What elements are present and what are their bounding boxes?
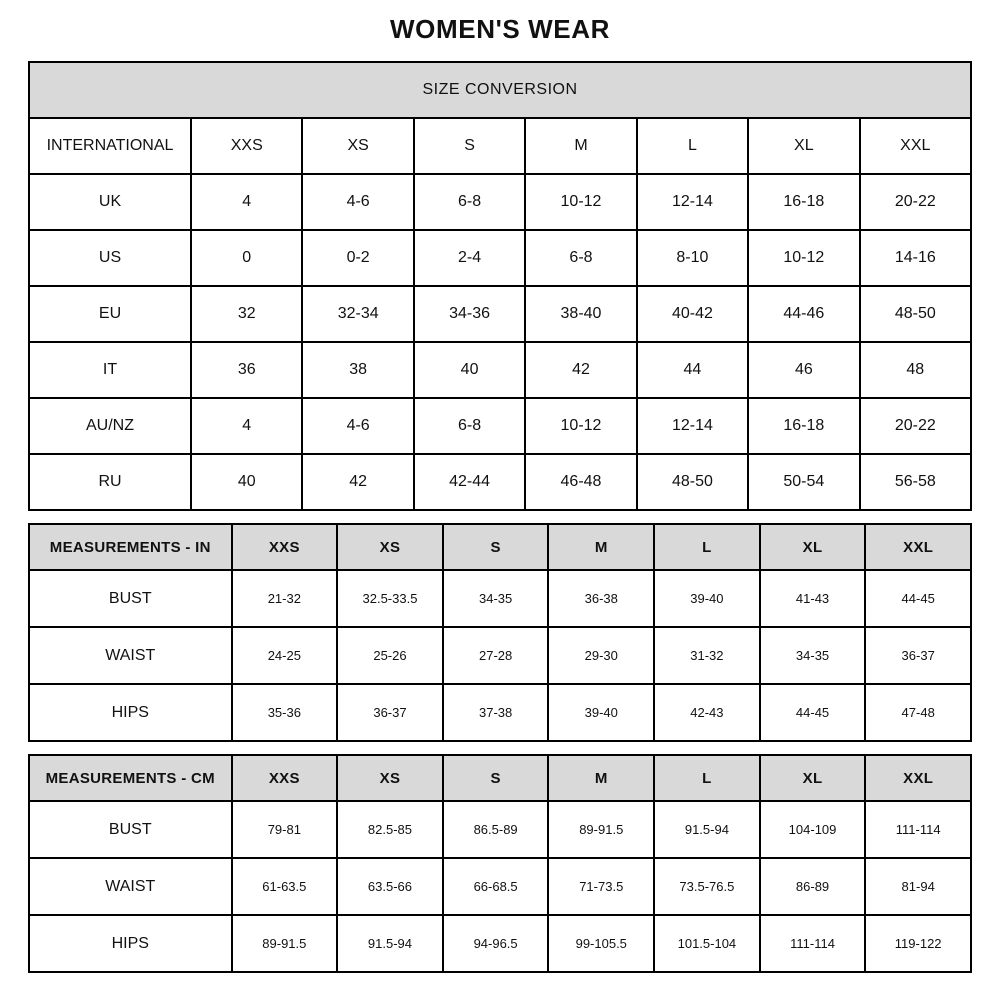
size-cell: 12-14: [637, 398, 748, 454]
measurement-cm-cell: 71-73.5: [548, 858, 654, 915]
size-cell: 42-44: [414, 454, 525, 510]
table-row: [29, 342, 971, 398]
measurement-in-cell: 36-37: [337, 684, 443, 741]
measurements-cm-header-row: [29, 755, 971, 801]
measurement-cm-cell: 119-122: [865, 915, 971, 972]
size-cell: 48-50: [637, 454, 748, 510]
measurements-in-column-header: S: [443, 524, 549, 570]
size-cell: 48: [860, 342, 971, 398]
size-cell: UK: [29, 174, 191, 230]
size-column-header: XXL: [860, 118, 971, 174]
measurement-in-cell: 39-40: [654, 570, 760, 627]
size-cell: 6-8: [525, 230, 636, 286]
measurement-in-cell: 27-28: [443, 627, 549, 684]
size-column-header: XS: [302, 118, 413, 174]
measurements-in-column-header: XXS: [232, 524, 338, 570]
size-cell: 40: [414, 342, 525, 398]
measurement-in-cell: 36-38: [548, 570, 654, 627]
size-cell: 10-12: [525, 174, 636, 230]
measurement-in-cell: WAIST: [29, 627, 232, 684]
size-column-header: S: [414, 118, 525, 174]
measurement-in-cell: HIPS: [29, 684, 232, 741]
table-row: [29, 627, 971, 684]
size-cell: RU: [29, 454, 191, 510]
measurement-cm-cell: 89-91.5: [232, 915, 338, 972]
size-cell: EU: [29, 286, 191, 342]
page: [28, 14, 972, 973]
size-column-header: XL: [748, 118, 859, 174]
measurements-cm-column-header: M: [548, 755, 654, 801]
size-cell: 44-46: [748, 286, 859, 342]
size-cell: 36: [191, 342, 302, 398]
measurements-cm-column-header: XL: [760, 755, 866, 801]
measurement-in-cell: 21-32: [232, 570, 338, 627]
size-column-header: L: [637, 118, 748, 174]
size-cell: 4: [191, 398, 302, 454]
size-cell: 34-36: [414, 286, 525, 342]
size-cell: 40: [191, 454, 302, 510]
measurement-in-cell: 44-45: [865, 570, 971, 627]
table-row: [29, 174, 971, 230]
size-cell: 0: [191, 230, 302, 286]
measurements-cm-column-header: MEASUREMENTS - CM: [29, 755, 232, 801]
size-cell: 56-58: [860, 454, 971, 510]
measurement-in-cell: 34-35: [760, 627, 866, 684]
measurements-in-column-header: XS: [337, 524, 443, 570]
measurement-in-cell: 41-43: [760, 570, 866, 627]
size-cell: 4: [191, 174, 302, 230]
size-cell: 32-34: [302, 286, 413, 342]
measurements-in-header-row: [29, 524, 971, 570]
size-cell: 16-18: [748, 174, 859, 230]
size-cell: 12-14: [637, 174, 748, 230]
measurements-in-column-header: M: [548, 524, 654, 570]
table-row: [29, 684, 971, 741]
size-column-header: XXS: [191, 118, 302, 174]
measurement-cm-cell: 82.5-85: [337, 801, 443, 858]
size-cell: 6-8: [414, 174, 525, 230]
measurement-cm-cell: 101.5-104: [654, 915, 760, 972]
measurement-cm-cell: 111-114: [865, 801, 971, 858]
measurement-cm-cell: 79-81: [232, 801, 338, 858]
size-cell: 10-12: [525, 398, 636, 454]
measurement-cm-cell: 86-89: [760, 858, 866, 915]
measurement-cm-cell: HIPS: [29, 915, 232, 972]
measurement-cm-cell: 86.5-89: [443, 801, 549, 858]
measurement-cm-cell: 91.5-94: [337, 915, 443, 972]
measurement-in-cell: 29-30: [548, 627, 654, 684]
size-cell: 4-6: [302, 398, 413, 454]
measurement-cm-cell: 89-91.5: [548, 801, 654, 858]
measurement-in-cell: 36-37: [865, 627, 971, 684]
measurements-in-column-header: L: [654, 524, 760, 570]
size-cell: AU/NZ: [29, 398, 191, 454]
table-row: [29, 570, 971, 627]
page-title: WOMEN'S WEAR: [390, 14, 610, 44]
measurement-in-cell: 42-43: [654, 684, 760, 741]
size-cell: 20-22: [860, 398, 971, 454]
measurement-cm-cell: 104-109: [760, 801, 866, 858]
measurements-cm-column-header: XXS: [232, 755, 338, 801]
size-conversion-caption-row: [29, 62, 971, 118]
size-cell: 10-12: [748, 230, 859, 286]
size-cell: 16-18: [748, 398, 859, 454]
measurement-cm-cell: 81-94: [865, 858, 971, 915]
size-cell: US: [29, 230, 191, 286]
size-cell: IT: [29, 342, 191, 398]
measurements-cm-column-header: XS: [337, 755, 443, 801]
measurement-cm-cell: WAIST: [29, 858, 232, 915]
measurement-in-cell: 35-36: [232, 684, 338, 741]
size-cell: 44: [637, 342, 748, 398]
measurement-in-cell: 34-35: [443, 570, 549, 627]
size-cell: 42: [525, 342, 636, 398]
measurements-cm-column-header: XXL: [865, 755, 971, 801]
measurement-in-cell: 37-38: [443, 684, 549, 741]
table-row: [29, 801, 971, 858]
size-column-header: M: [525, 118, 636, 174]
measurement-cm-cell: 61-63.5: [232, 858, 338, 915]
measurements-cm-column-header: L: [654, 755, 760, 801]
measurement-in-cell: 31-32: [654, 627, 760, 684]
size-column-header: INTERNATIONAL: [29, 118, 191, 174]
measurement-in-cell: 47-48: [865, 684, 971, 741]
measurement-in-cell: 25-26: [337, 627, 443, 684]
measurement-cm-cell: 111-114: [760, 915, 866, 972]
size-cell: 8-10: [637, 230, 748, 286]
size-cell: 40-42: [637, 286, 748, 342]
measurements-cm-column-header: S: [443, 755, 549, 801]
size-cell: 2-4: [414, 230, 525, 286]
measurement-cm-cell: 94-96.5: [443, 915, 549, 972]
measurements-in-column-header: MEASUREMENTS - IN: [29, 524, 232, 570]
measurement-cm-cell: 63.5-66: [337, 858, 443, 915]
table-row: [29, 230, 971, 286]
size-cell: 6-8: [414, 398, 525, 454]
size-cell: 32: [191, 286, 302, 342]
measurements-in-column-header: XXL: [865, 524, 971, 570]
size-cell: 48-50: [860, 286, 971, 342]
measurement-cm-cell: BUST: [29, 801, 232, 858]
table-row: [29, 454, 971, 510]
size-cell: 38-40: [525, 286, 636, 342]
measurement-in-cell: 24-25: [232, 627, 338, 684]
size-conversion-header-row: [29, 118, 971, 174]
size-conversion-caption: SIZE CONVERSION: [29, 62, 971, 118]
measurements-cm-table: [28, 754, 972, 973]
measurement-cm-cell: 91.5-94: [654, 801, 760, 858]
table-row: [29, 286, 971, 342]
measurement-cm-cell: 73.5-76.5: [654, 858, 760, 915]
size-cell: 4-6: [302, 174, 413, 230]
size-cell: 38: [302, 342, 413, 398]
size-cell: 14-16: [860, 230, 971, 286]
measurement-in-cell: 39-40: [548, 684, 654, 741]
table-row: [29, 398, 971, 454]
size-cell: 50-54: [748, 454, 859, 510]
measurement-cm-cell: 66-68.5: [443, 858, 549, 915]
measurements-in-table: [28, 523, 972, 742]
measurement-cm-cell: 99-105.5: [548, 915, 654, 972]
size-cell: 0-2: [302, 230, 413, 286]
size-cell: 46: [748, 342, 859, 398]
measurements-in-column-header: XL: [760, 524, 866, 570]
size-cell: 46-48: [525, 454, 636, 510]
table-row: [29, 915, 971, 972]
table-row: [29, 858, 971, 915]
size-cell: 42: [302, 454, 413, 510]
measurement-in-cell: 44-45: [760, 684, 866, 741]
measurement-in-cell: 32.5-33.5: [337, 570, 443, 627]
measurement-in-cell: BUST: [29, 570, 232, 627]
size-conversion-table: [28, 61, 972, 511]
size-cell: 20-22: [860, 174, 971, 230]
